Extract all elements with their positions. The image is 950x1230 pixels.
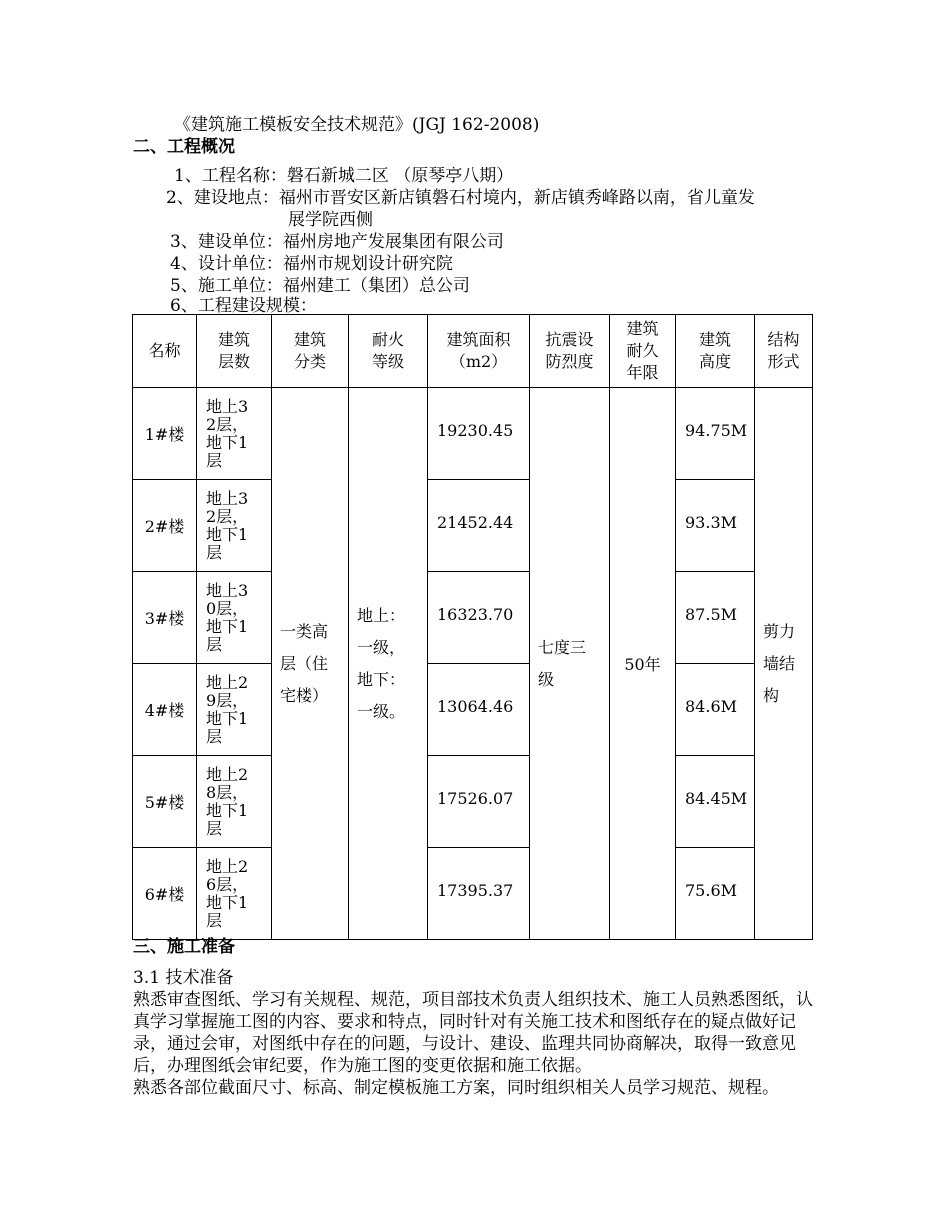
- item-value: 福州房地产发展集团有限公司: [282, 232, 504, 252]
- building-floors: 地上26层，地下1层: [197, 848, 272, 940]
- header-fire-rating: 耐火 等级: [349, 315, 428, 388]
- table-row: [133, 480, 813, 572]
- building-area: 17526.07: [428, 756, 530, 848]
- header-structure: 结构 形式: [755, 315, 813, 388]
- item-label: 4、设计单位：: [170, 254, 283, 274]
- building-name: 6#楼: [133, 848, 197, 940]
- reference-line: 《建筑施工模板安全技术规范》(JGJ 162-2008): [174, 115, 540, 135]
- header-seismic: 抗震设 防烈度: [530, 315, 610, 388]
- item-value: 福州建工（集团）总公司: [282, 276, 470, 296]
- seismic-rating: 七度三级: [530, 388, 610, 940]
- building-name: 4#楼: [133, 664, 197, 756]
- item-label: 5、施工单位：: [170, 276, 283, 296]
- contractor-item: [170, 275, 470, 297]
- header-name: 名称: [133, 315, 197, 388]
- building-height: 93.3M: [676, 480, 755, 572]
- technical-prep-paragraph-2: 熟悉各部位截面尺寸、标高、制定模板施工方案，同时组织相关人员学习规范、规程。: [133, 1078, 779, 1098]
- section-3-title: 三、施工准备: [133, 937, 235, 957]
- item-label: 3、建设单位：: [170, 232, 283, 252]
- item-label: 6、工程建设规模：: [170, 296, 317, 316]
- building-height: 87.5M: [676, 572, 755, 664]
- building-name: 2#楼: [133, 480, 197, 572]
- building-name: 3#楼: [133, 572, 197, 664]
- table-row: [133, 388, 813, 480]
- building-scale-table: [132, 314, 813, 940]
- header-area: 建筑面积 （m2）: [428, 315, 530, 388]
- building-name: 1#楼: [133, 388, 197, 480]
- table-row: [133, 572, 813, 664]
- building-height: 84.45M: [676, 756, 755, 848]
- item-value: 福州市晋安区新店镇磐石村境内，新店镇秀峰路以南，省儿童发: [278, 188, 755, 208]
- building-floors: 地上28层，地下1层: [197, 756, 272, 848]
- building-floors: 地上32层，地下1层: [197, 388, 272, 480]
- header-height: 建筑 高度: [676, 315, 755, 388]
- building-name: 5#楼: [133, 756, 197, 848]
- building-area: 21452.44: [428, 480, 530, 572]
- section-2-title: 二、工程概况: [133, 137, 235, 157]
- building-category: 一类高层（住宅楼）: [272, 388, 349, 940]
- table-row: [133, 848, 813, 940]
- item-label: 1、工程名称：: [174, 166, 287, 186]
- project-name-item: [174, 165, 513, 187]
- item-value: 磐石新城二区 （原琴亭八期）: [286, 166, 514, 186]
- durability-years: 50年: [610, 388, 676, 940]
- building-height: 84.6M: [676, 664, 755, 756]
- building-floors: 地上30层，地下1层: [197, 572, 272, 664]
- table-row: [133, 756, 813, 848]
- header-durability: 建筑 耐久 年限: [610, 315, 676, 388]
- building-floors: 地上29层，地下1层: [197, 664, 272, 756]
- subsection-title: 3.1 技术准备: [133, 968, 234, 988]
- building-height: 75.6M: [676, 848, 755, 940]
- site-location-item: [166, 187, 755, 209]
- building-area: 19230.45: [428, 388, 530, 480]
- building-height: 94.75M: [676, 388, 755, 480]
- designer-item: [170, 253, 453, 275]
- developer-item: [170, 231, 504, 253]
- structure-type: 剪力墙结构: [755, 388, 813, 940]
- site-location-continuation: 展学院西侧: [288, 210, 373, 230]
- header-floors: 建筑 层数: [197, 315, 272, 388]
- building-area: 17395.37: [428, 848, 530, 940]
- table-row: [133, 664, 813, 756]
- item-value: 福州市规划设计研究院: [282, 254, 453, 274]
- technical-prep-paragraph: 熟悉审查图纸、学习有关规程、规范，项目部技术负责人组织技术、施工人员熟悉图纸，认真学习掌握施工图的内容、要求和特点，同时针对有关施工技术和图纸存在的疑点做好记录，通过会审，对图纸中存在的问题，与设计、建设、监理共同协商解决，取得一致意见后，办理图纸会审纪要，作为施工图的变更依据和施工依据。: [133, 990, 813, 1076]
- item-label: 2、建设地点：: [166, 188, 279, 208]
- fire-rating: 地上：一级，地下：一级。: [349, 388, 428, 940]
- header-category: 建筑 分类: [272, 315, 349, 388]
- table-header-row: [133, 315, 813, 388]
- building-area: 16323.70: [428, 572, 530, 664]
- building-floors: 地上32层，地下1层: [197, 480, 272, 572]
- building-area: 13064.46: [428, 664, 530, 756]
